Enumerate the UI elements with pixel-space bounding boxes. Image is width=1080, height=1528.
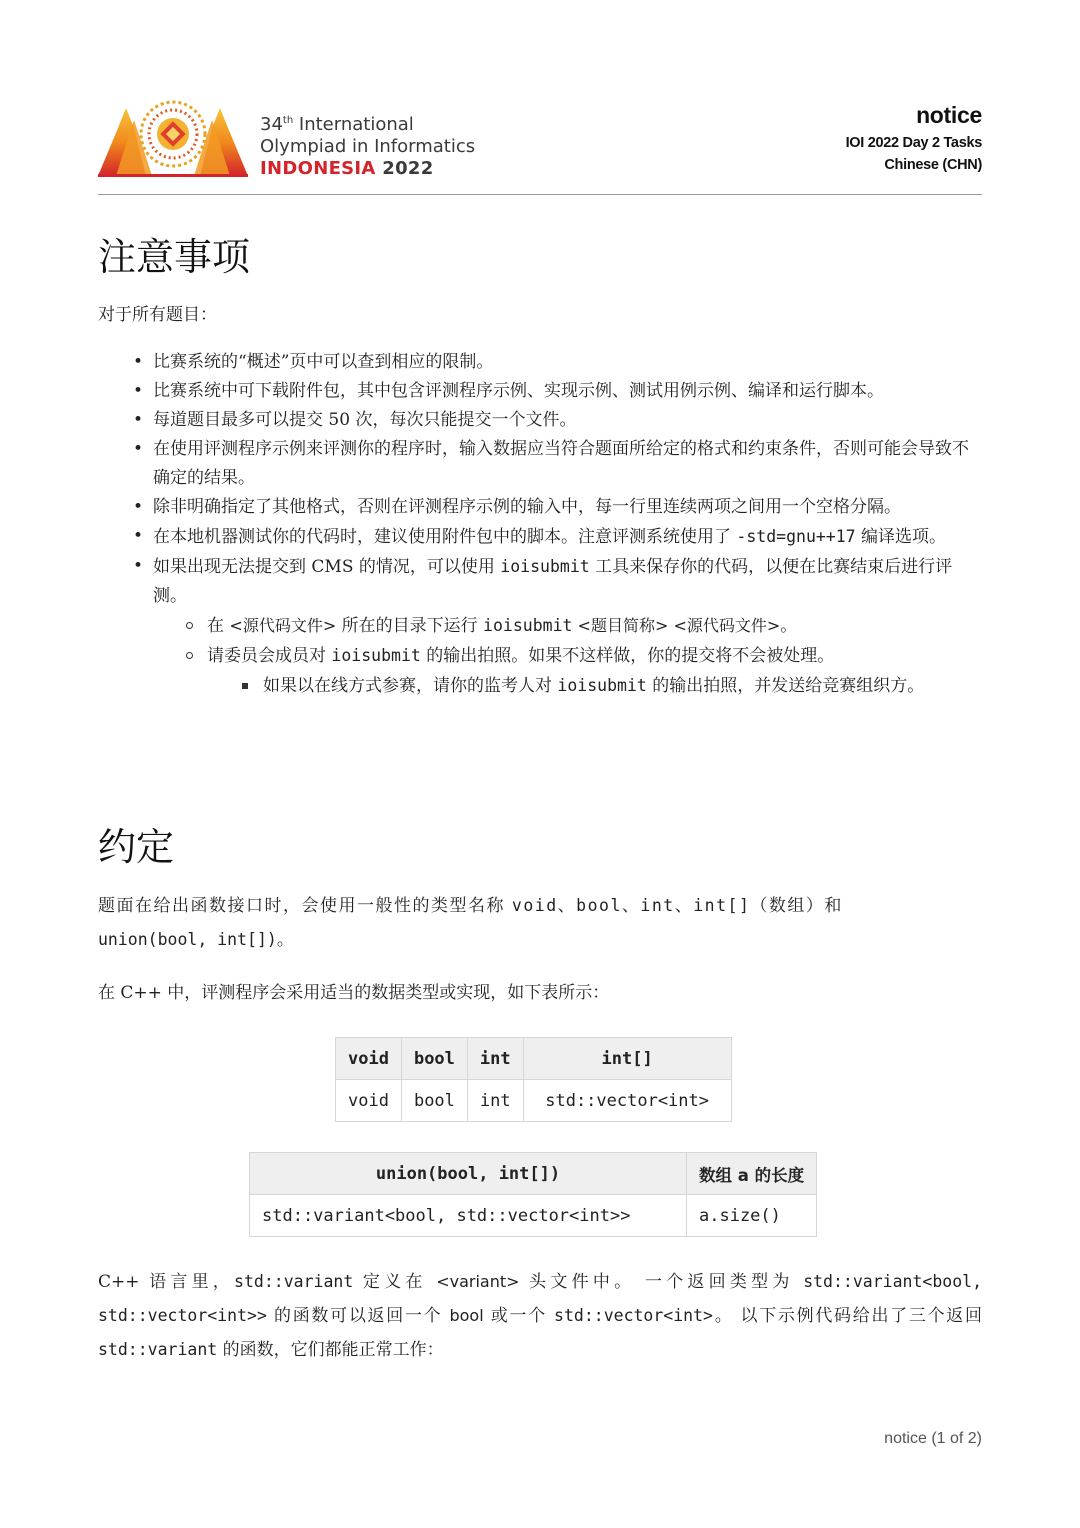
table-cell: int [467, 1080, 523, 1122]
language-label: Chinese (CHN) [884, 157, 982, 173]
table-cell: bool [401, 1080, 467, 1122]
conventions-paragraph: 题面在给出函数接口时，会使用一般性的类型名称 void、bool、int、int[]（数组）和 union(bool, int[])。 [98, 896, 843, 950]
document-page [98, 0, 982, 1528]
list-item: • 每道题目最多可以提交 50 次，每次只能提交一个文件。 [98, 406, 982, 435]
sub-list-item: 请委员会成员对 ioisubmit 的输出拍照。如果不这样做，你的提交将不会被处理。 如果以在线方式参赛，请你的监考人对 ioisubmit 的输出拍照，并发送给竞赛组织方。 [153, 641, 982, 701]
union-mapping-table [249, 1152, 817, 1237]
heading-notices: 注意事项 [98, 235, 251, 279]
list-item: • 如果出现无法提交到 CMS 的情况，可以使用 ioisubmit 工具来保存你的代码，以便在比赛结束后进行评测。 在 <源代码文件> 所在的目录下运行 ioisubmit <题目简称> <源代码文件>。 请委员会成员对 ioisubmit 的输出拍照。如果不这样做，你的提交将不会被处理。 如果以在线方式参赛，请你的监考人对 ioisubmit 的输出拍照，并发送给竞赛组织方。 [98, 552, 982, 701]
table-cell: a.size() [687, 1195, 817, 1237]
table-cell: void [336, 1080, 402, 1122]
page-footer: notice (1 of 2) [884, 1430, 982, 1447]
logo-wordmark: 34th International Olympiad in Informatics INDONESIA 2022 [260, 114, 476, 179]
table-header: int[] [523, 1038, 731, 1080]
ioi-2022-logo [98, 98, 248, 180]
table-header: int [467, 1038, 523, 1080]
table-header: union(bool, int[]) [250, 1153, 687, 1195]
heading-conventions: 约定 [98, 825, 175, 869]
contest-day: IOI 2022 Day 2 Tasks [845, 135, 982, 151]
sub-sub-list [207, 671, 982, 701]
header-task-info [846, 102, 982, 173]
sub-list-item: 在 <源代码文件> 所在的目录下运行 ioisubmit <题目简称> <源代码文件>。 [153, 611, 982, 641]
task-name: notice [916, 102, 982, 128]
table-header: 数组 a 的长度 [687, 1153, 817, 1195]
list-item: • 在使用评测程序示例来评测你的程序时，输入数据应当符合题面所给定的格式和约束条件，否则可能会导致不确定的结果。 [98, 435, 982, 493]
type-mapping-table [335, 1037, 732, 1122]
cpp-types-intro: 在 C++ 中，评测程序会采用适当的数据类型或实现，如下表所示： [98, 983, 610, 1003]
notice-list [98, 348, 982, 701]
list-item: • 在本地机器测试你的代码时，建议使用附件包中的脚本。注意评测系统使用了 -std=gnu++17 编译选项。 [98, 522, 982, 552]
table-cell: std::vector<int> [523, 1080, 731, 1122]
list-item: • 比赛系统中可下载附件包，其中包含评测程序示例、实现示例、测试用例示例、编译和运行脚本。 [98, 377, 982, 406]
table-cell: std::variant<bool, std::vector<int>> [250, 1195, 687, 1237]
sub-sub-list-item: 如果以在线方式参赛，请你的监考人对 ioisubmit 的输出拍照，并发送给竞赛组织方。 [207, 671, 982, 701]
sub-list [153, 611, 982, 701]
table-header: void [336, 1038, 402, 1080]
page-header [98, 94, 982, 195]
variant-paragraph: C++ 语言里，std::variant 定义在 <variant> 头文件中。 一个返回类型为 std::variant<bool, std::vector<int>> 的函数可以返回一个 bool 或一个 std::vector<int>。 以下示例代码给出了三个返回 std::variant 的函数，它们都能正常工作： [98, 1272, 983, 1360]
list-item: • 除非明确指定了其他格式，否则在评测程序示例的输入中，每一行里连续两项之间用一个空格分隔。 [98, 493, 982, 522]
intro-text: 对于所有题目： [98, 305, 217, 325]
table-header: bool [401, 1038, 467, 1080]
list-item: • 比赛系统的“概述”页中可以查到相应的限制。 [98, 348, 982, 377]
